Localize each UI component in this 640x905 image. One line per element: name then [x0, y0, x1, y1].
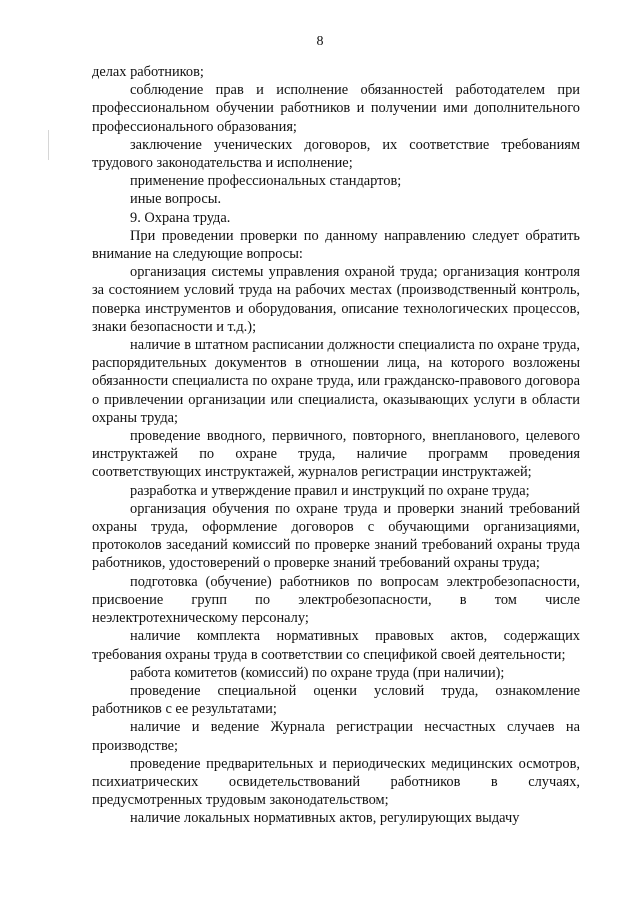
paragraph: организация обучения по охране труда и проверки знаний требований охраны труда, оформление договоров с обучающими организациями, протоколов заседаний комиссий по проверке знаний требований охраны труда работников, удостоверений о проверке знаний требований охраны труда; [92, 500, 580, 572]
paragraph: делах работников; [92, 64, 204, 80]
document-body [92, 63, 580, 828]
scan-margin-mark [48, 130, 49, 160]
page-number: 8 [316, 34, 324, 49]
paragraph: проведение специальной оценки условий труда, ознакомление работников с ее результатами; [92, 682, 580, 718]
paragraph: проведение вводного, первичного, повторного, внепланового, целевого инструктажей по охране труда, наличие программ проведения соответствующих инструктажей, журналов регистрации инструктажей; [92, 428, 580, 481]
paragraph: наличие и ведение Журнала регистрации несчастных случаев на производстве; [92, 719, 580, 754]
paragraph: подготовка (обучение) работников по вопросам электробезопасности, присвоение групп по электробезопасности, в том числе неэлектротехническому персоналу; [92, 573, 580, 627]
paragraph: иные вопросы. [130, 191, 222, 208]
paragraph: применение профессиональных стандартов; [130, 173, 402, 190]
paragraph: наличие в штатном расписании должности специалиста по охране труда, распорядительных документов в отношении лица, на которого возложены обязанности специалиста по охране труда, или гражданско-правового договора о привлечении организации или специалиста, оказывающих услуги в области охраны труда; [92, 337, 580, 426]
paragraph: 9. Охрана труда. [130, 209, 231, 226]
paragraph: работа комитетов (комиссий) по охране труда (при наличии); [130, 664, 505, 681]
paragraph: заключение ученических договоров, их соответствие требованиям трудового законодательства и исполнение; [92, 136, 580, 172]
paragraph: разработка и утверждение правил и инструкций по охране труда; [130, 482, 530, 499]
paragraph: организация системы управления охраной труда; организация контроля за состоянием условий труда на рабочих местах (производственный контроль, поверка инструментов и оборудования, описание технологических процессов, знаки безопасности и т.д.); [92, 264, 580, 335]
paragraph: При проведении проверки по данному направлению следует обратить внимание на следующие вопросы: [92, 227, 580, 263]
paragraph: соблюдение прав и исполнение обязанностей работодателем при профессиональном обучении работников и получении ими дополнительного профессионального образования; [92, 82, 580, 135]
paragraph: проведение предварительных и периодических медицинских осмотров, психиатрических освидетельствований работников в случаях, предусмотренных трудовым законодательством; [92, 755, 580, 809]
paragraph: наличие локальных нормативных актов, регулирующих выдачу [130, 810, 520, 827]
paragraph: наличие комплекта нормативных правовых актов, содержащих требования охраны труда в соответствии со спецификой своей деятельности; [92, 628, 580, 663]
